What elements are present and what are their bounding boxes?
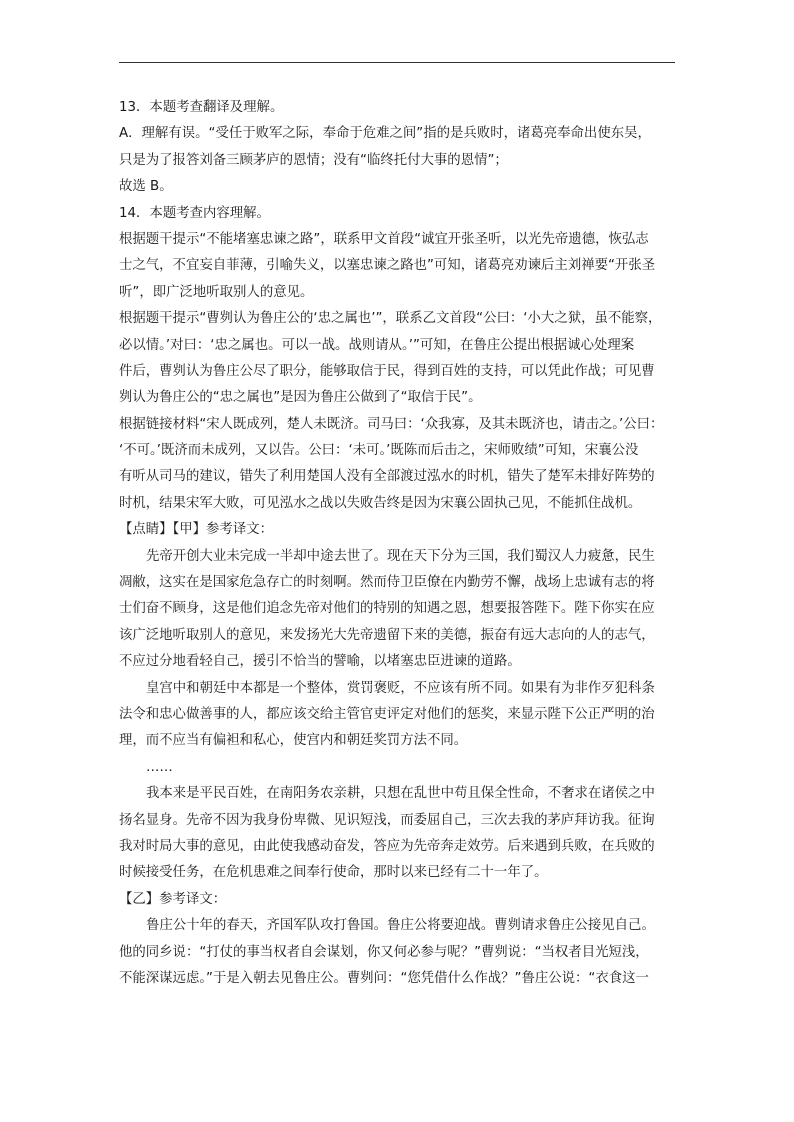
text-line: 刿认为鲁庄公的“忠之属也”是因为鲁庄公做到了“取信于民”。	[119, 390, 482, 406]
text-line: 士们奋不顾身，这是他们追念先帝对他们的特别的知遇之恩，想要报答陛下。陛下你实在应	[119, 601, 655, 617]
text-line: 该广泛地听取别人的意见，来发扬光大先帝遗留下来的美德，振奋有远大志向的人的志气，	[119, 627, 655, 643]
text-line: 不应过分地看轻自己，援引不恰当的譬喻，以堵塞忠臣进谏的道路。	[119, 654, 521, 670]
text-line: 13．本题考查翻译及理解。	[119, 100, 284, 115]
text-line: 先帝开创大业未完成一半却中途去世了。现在天下分为三国，我们蜀汉人力疲惫，民生	[146, 548, 655, 564]
text-line: 根据链接材料“宋人既成列，楚人未既济。司马曰：‘众我寡，及其未既济也，请击之。’公曰：	[119, 416, 664, 432]
text-line: 件后，曹刿认为鲁庄公尽了职分，能够取信于民，得到百姓的支持，可以凭此作战；可见曹	[119, 363, 655, 379]
text-line: 有听从司马的建议，错失了利用楚国人没有全部渡过泓水的时机，错失了楚军未排好阵势的	[119, 469, 655, 485]
text-line: 我对时局大事的意见，由此使我感动奋发，答应为先帝奔走效劳。后来遇到兵败，在兵败的	[119, 838, 655, 854]
text-line: 士之气，不宜妄自菲薄，引喻失义，以塞忠谏之路也”可知，诸葛亮劝谏后主刘禅要“开张圣	[119, 258, 656, 274]
document-body	[119, 95, 679, 992]
text-line: ‘不可。’既济而未成列，又以告。公曰：‘未可。’既陈而后击之，宋师败绩”可知，宋襄公没	[119, 443, 639, 459]
text-line: 皇宫中和朝廷中本都是一个整体，赏罚褒贬，不应该有所不同。如果有为非作歹犯科条	[146, 680, 655, 696]
text-line: 不能深谋远虑。”于是入朝去见鲁庄公。曹刿问：“您凭借什么作战？”鲁庄公说：“衣食这一	[119, 970, 649, 986]
text-line: 他的同乡说：“打仗的事当权者自会谋划，你又何必参与呢？”曹刿说：“当权者目光短浅，	[119, 944, 649, 960]
text-line: 扬名显身。先帝不因为我身份卑微、见识短浅，而委屈自己，三次去我的茅庐拜访我。征询	[119, 812, 655, 828]
text-line: 鲁庄公十年的春天，齐国军队攻打鲁国。鲁庄公将要迎战。曹刿请求鲁庄公接见自己。	[146, 918, 655, 934]
text-line: 【点睛】【甲】参考译文：	[119, 522, 273, 538]
text-line: 凋敝，这实在是国家危急存亡的时刻啊。然而侍卫臣僚在内勤劳不懈，战场上忠诚有志的将	[119, 575, 655, 591]
text-line: 只是为了报答刘备三顾茅庐的恩情；没有“临终托付大事的恩情”；	[119, 152, 508, 168]
text-line: 我本来是平民百姓，在南阳务农亲耕，只想在乱世中苟且保全性命，不奢求在诸侯之中	[146, 786, 655, 802]
text-line: 理，而不应当有偏袒和私心，使宫内和朝廷奖罚方法不同。	[119, 733, 468, 749]
text-line: A．理解有误。“受任于败军之际，奉命于危难之间”指的是兵败时，诸葛亮奉命出使东吴，	[119, 126, 651, 142]
text-line: 根据题干提示“不能堵塞忠谏之路”，联系甲文首段“诚宜开张圣听，以光先帝遗德，恢弘志	[119, 231, 649, 247]
text-line: 14．本题考查内容理解。	[119, 205, 270, 221]
text-line: 【乙】参考译文：	[119, 891, 227, 907]
header-divider	[119, 62, 675, 63]
text-line: 根据题干提示“曹刿认为鲁庄公的‘忠之属也’”，联系乙文首段“公曰：‘小大之狱，虽不能察，	[119, 311, 662, 327]
text-line: 时候接受任务，在危机患难之间奉行使命，那时以来已经有二十一年了。	[119, 865, 548, 881]
text-line: 法令和忠心做善事的人，都应该交给主管官吏评定对他们的惩奖，来显示陛下公正严明的治	[119, 706, 655, 722]
text-line: 必以情。’对曰：‘忠之属也。可以一战。战则请从。’”可知，在鲁庄公提出根据诚心处理案	[119, 337, 635, 353]
text-line: 故选 B。	[119, 179, 173, 195]
text-line: 听”，即广泛地听取别人的意见。	[119, 284, 314, 300]
text-line: ……	[146, 759, 173, 775]
text-line: 时机，结果宋军大败，可见泓水之战以失败告终是因为宋襄公固执己见，不能抓住战机。	[119, 495, 642, 511]
